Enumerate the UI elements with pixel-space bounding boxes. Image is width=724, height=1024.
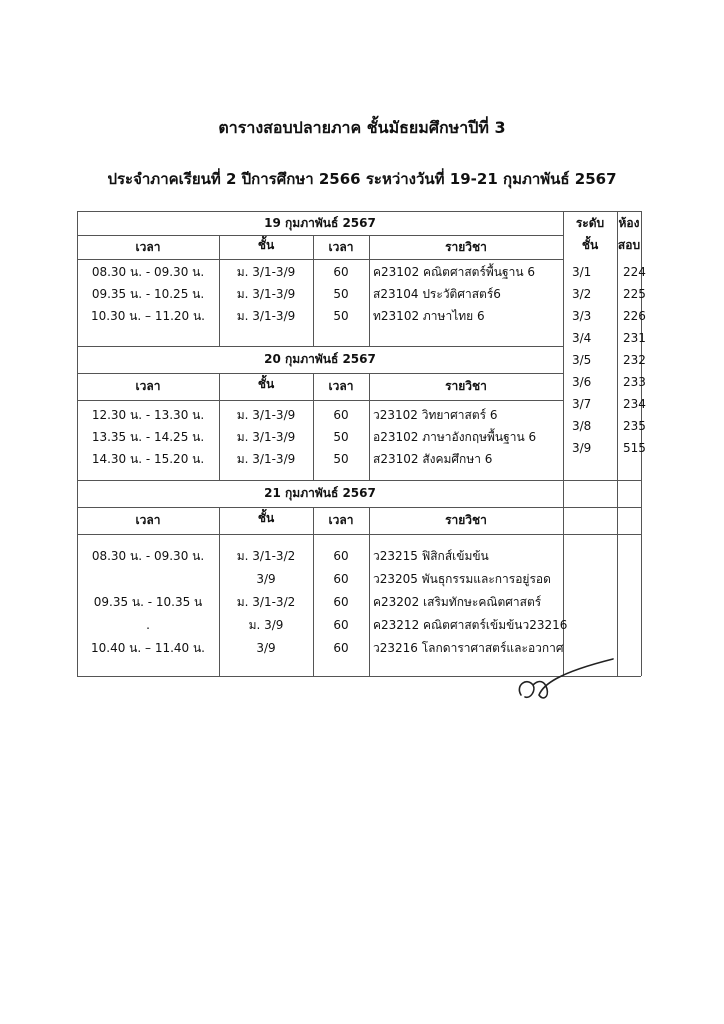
exam-class: ม. 3/1-3/9 — [236, 309, 296, 323]
exam-subject: ส23104 ประวัติศาสตร์6 — [373, 287, 501, 301]
exam-time: 08.30 น. - 09.30 น. — [91, 265, 205, 279]
page-title: ตารางสอบปลายภาค ชั้นมัธยมศึกษาปีที่ 3 — [218, 118, 506, 137]
column-header-time: เวลา — [135, 379, 161, 393]
exam-minutes: 60 — [333, 572, 349, 586]
column-header-class: ชั้น — [257, 377, 275, 391]
room-level: 3/1 — [572, 265, 592, 279]
column-header-minutes: เวลา — [328, 513, 354, 527]
column-header-subject: รายวิชา — [445, 513, 487, 527]
exam-subject: อ23102 ภาษาอังกฤษพื้นฐาน 6 — [373, 430, 537, 444]
table-rule — [77, 534, 641, 535]
exam-time: 10.30 น. – 11.20 น. — [91, 309, 205, 323]
exam-time: 12.30 น. - 13.30 น. — [91, 408, 205, 422]
table-rule — [77, 480, 641, 481]
room-level: 3/5 — [572, 353, 592, 367]
column-header-subject: รายวิชา — [445, 240, 487, 254]
exam-class: 3/9 — [256, 641, 276, 655]
exam-subject: ว23216 โลกดาราศาสตร์และอวกาศ — [373, 641, 564, 655]
column-header-time: เวลา — [135, 513, 161, 527]
exam-subject: ว23102 วิทยาศาสตร์ 6 — [373, 408, 498, 422]
exam-minutes: 60 — [333, 408, 349, 422]
table-rule — [77, 400, 563, 401]
date-header: 19 กุมภาพันธ์ 2567 — [264, 216, 376, 230]
column-header-class: ชั้น — [257, 238, 275, 252]
room-level: 3/8 — [572, 419, 592, 433]
exam-class: ม. 3/9 — [248, 618, 284, 632]
exam-minutes: 50 — [333, 309, 349, 323]
level-header: ชั้น — [581, 238, 599, 252]
room-number: 235 — [623, 419, 646, 433]
exam-time: 09.35 น. - 10.25 น. — [91, 287, 205, 301]
exam-subject: ท23102 ภาษาไทย 6 — [373, 309, 485, 323]
exam-class: ม. 3/1-3/2 — [236, 595, 296, 609]
room-number: 234 — [623, 397, 646, 411]
table-rule — [369, 507, 370, 676]
exam-schedule-table — [77, 211, 646, 676]
room-level: 3/9 — [572, 441, 592, 455]
table-rule — [77, 507, 641, 508]
exam-subject: ค23102 คณิตศาสตร์พื้นฐาน 6 — [373, 265, 536, 279]
table-rule — [77, 211, 641, 212]
exam-class: ม. 3/1-3/9 — [236, 287, 296, 301]
exam-subject: ว23215 ฟิสิกส์เข้มข้น — [373, 549, 489, 563]
room-number: 225 — [623, 287, 646, 301]
level-header: ระดับ — [575, 216, 605, 230]
exam-class: ม. 3/1-3/2 — [236, 549, 296, 563]
table-rule — [563, 211, 564, 676]
exam-time: . — [146, 618, 150, 632]
signature — [505, 655, 615, 705]
table-rule — [77, 346, 563, 347]
room-level: 3/7 — [572, 397, 592, 411]
exam-minutes: 60 — [333, 641, 349, 655]
exam-subject: ค23202 เสริมทักษะคณิตศาสตร์ — [373, 595, 542, 609]
exam-minutes: 60 — [333, 618, 349, 632]
exam-minutes: 50 — [333, 287, 349, 301]
exam-class: ม. 3/1-3/9 — [236, 408, 296, 422]
column-header-time: เวลา — [135, 240, 161, 254]
exam-subject: ค23212 คณิตศาสตร์เข้มข้นว23216 — [373, 618, 568, 632]
room-level: 3/6 — [572, 375, 592, 389]
column-header-minutes: เวลา — [328, 240, 354, 254]
exam-subject: ว23205 พันธุกรรมและการอยู่รอด — [373, 572, 551, 586]
exam-minutes: 60 — [333, 549, 349, 563]
room-number: 226 — [623, 309, 646, 323]
page-subtitle: ประจำภาคเรียนที่ 2 ปีการศึกษา 2566 ระหว่างวันที่ 19-21 กุมภาพันธ์ 2567 — [107, 170, 617, 188]
column-header-minutes: เวลา — [328, 379, 354, 393]
table-rule — [77, 373, 563, 374]
column-header-class: ชั้น — [257, 511, 275, 525]
exam-time: 08.30 น. - 09.30 น. — [91, 549, 205, 563]
exam-class: ม. 3/1-3/9 — [236, 265, 296, 279]
date-header: 21 กุมภาพันธ์ 2567 — [264, 486, 376, 500]
room-number: 232 — [623, 353, 646, 367]
column-header-subject: รายวิชา — [445, 379, 487, 393]
room-number: 233 — [623, 375, 646, 389]
exam-time: 09.35 น. - 10.35 น — [93, 595, 203, 609]
room-header: สอบ — [617, 238, 641, 252]
exam-class: ม. 3/1-3/9 — [236, 430, 296, 444]
exam-minutes: 60 — [333, 595, 349, 609]
exam-minutes: 60 — [333, 265, 349, 279]
room-number: 224 — [623, 265, 646, 279]
exam-minutes: 50 — [333, 452, 349, 466]
room-number: 515 — [623, 441, 646, 455]
room-level: 3/3 — [572, 309, 592, 323]
exam-time: 14.30 น. - 15.20 น. — [91, 452, 205, 466]
table-rule — [77, 259, 563, 260]
room-number: 231 — [623, 331, 646, 345]
exam-class: 3/9 — [256, 572, 276, 586]
date-header: 20 กุมภาพันธ์ 2567 — [264, 352, 376, 366]
exam-subject: ส23102 สังคมศึกษา 6 — [373, 452, 493, 466]
room-level: 3/2 — [572, 287, 592, 301]
exam-time: 13.35 น. - 14.25 น. — [91, 430, 205, 444]
table-rule — [77, 235, 563, 236]
room-header: ห้อง — [618, 216, 640, 230]
room-level: 3/4 — [572, 331, 592, 345]
exam-minutes: 50 — [333, 430, 349, 444]
table-rule — [617, 211, 618, 676]
exam-class: ม. 3/1-3/9 — [236, 452, 296, 466]
exam-time: 10.40 น. – 11.40 น. — [91, 641, 205, 655]
